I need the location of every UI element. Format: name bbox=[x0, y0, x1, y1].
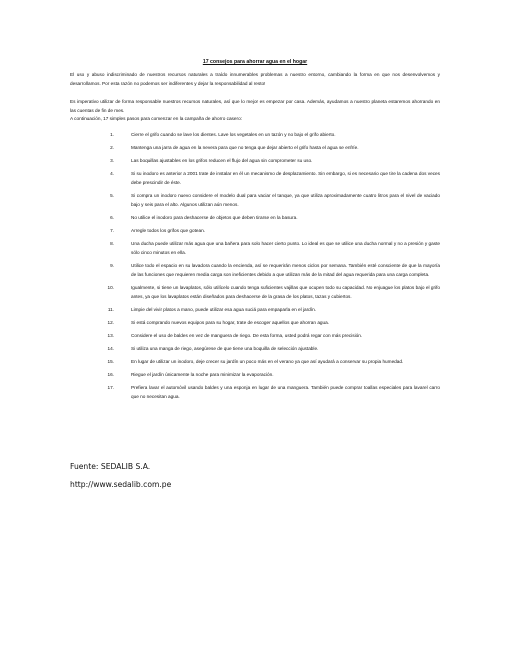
tip-item bbox=[70, 169, 440, 187]
intro-paragraph-3: A continuación, 17 simples pasos para comenzar en la campaña de ahorro casero: bbox=[70, 116, 242, 121]
tip-item bbox=[70, 213, 440, 222]
tip-item bbox=[70, 370, 440, 379]
tip-number: 16. bbox=[107, 372, 114, 377]
tip-text: Igualmente, si tiene un lavaplatos, sólo utilícelo cuando tenga suficientes vajillas que ocupen todo su capacidad. No enjuague los platos bajo el grifo antes, ya que los lavaplatos están diseñados para deshacerse de la grasa de los platos, tazas y cubiertos. bbox=[131, 285, 440, 299]
tip-number: 1. bbox=[110, 132, 114, 137]
tip-number: 15. bbox=[107, 359, 114, 364]
tip-text: Si está comprando nuevos equipos para su hogar, trate de escoger aquellos que ahorran agua. bbox=[131, 320, 330, 325]
tip-text: Si utiliza una manga de riego, asegúrese de que tiene una boquilla de selección ajustable. bbox=[131, 346, 319, 351]
tip-text: Limpie del vivir platos a mano, puede utilizar esa agua suciá para empaparla en el jardín. bbox=[131, 307, 317, 312]
tip-item bbox=[70, 283, 440, 301]
document-title: 17 consejos para ahorrar agua en el hogar bbox=[202, 59, 308, 65]
tip-item bbox=[70, 143, 440, 152]
tip-item bbox=[70, 261, 440, 279]
tip-text: Mantenga una jarra de agua en la nevera para que no tenga que dejar abierto el grifo hasta el agua se enfríe. bbox=[131, 145, 359, 150]
tip-text: Cierre el grifo cuando se lave los dientes. Lave los vegetales en un tazón y no bajo el grifo abierto. bbox=[131, 132, 336, 137]
tip-number: 8. bbox=[110, 241, 114, 246]
intro-paragraph-2: Es imperativo utilizar de forma responsable nuestros recursos naturales, así que lo mejor es empezar por casa. Además, ayudamos a nuestro planeta estaremos ahorrando en las cuentas de fin de mes. bbox=[70, 99, 440, 113]
tip-number: 17. bbox=[107, 385, 114, 390]
tip-text: Considere el uso de baldes en vez de manguera de riego. De esta forma, usted podrá regar con más precisión. bbox=[131, 333, 363, 338]
tip-item bbox=[70, 331, 440, 340]
tip-text: Arregle todos los grifos que gotean. bbox=[131, 228, 206, 233]
tip-number: 5. bbox=[110, 193, 114, 198]
tip-item bbox=[70, 305, 440, 314]
tip-item bbox=[70, 383, 440, 401]
tip-item bbox=[70, 156, 440, 165]
tip-item bbox=[70, 130, 440, 139]
tip-item bbox=[70, 191, 440, 209]
tip-item bbox=[70, 239, 440, 257]
tip-text: Una ducha puede utilizar más agua que una bañera para solo hacer cierto punto. Lo ideal es que se utilice una ducha normal y no a presión y gaste sólo cinco minutos en ella. bbox=[131, 241, 440, 255]
intro-paragraph-1: El uso y abuso indiscriminado de nuestros recursos naturales a traído innumerables problemas a nuestro entorno, cambiando la forma en que nos desenvolvemos y desarrollamos. Por esta razón no podemos ser indiferentes y dejar la responsabilidad al resto! bbox=[70, 72, 440, 86]
tip-text: Utilice todo el espacio en su lavadora cuando la encienda, así se requerirán menos ciclos por semana. También esté consciente de que la mayoría de las funciones que requieren media carga son ineficientes debido a que utilizan más de la mitad del agua requerida para una carga completa. bbox=[131, 263, 440, 277]
tip-item bbox=[70, 344, 440, 353]
tip-number: 11. bbox=[107, 307, 114, 312]
source-url-link[interactable]: http://www.sedalib.com.pe bbox=[70, 480, 172, 489]
tip-text: Si su inodoro es anterior a 2001 trate de instalar en él un mecanismo de desplazamiento. Sin embargo, si es necesario que tire la cadena dos veces debe prescindir de éste. bbox=[131, 171, 440, 185]
tip-number: 6. bbox=[110, 215, 114, 220]
tip-item bbox=[70, 318, 440, 327]
tip-text: Riegue el jardín únicamente la noche para minimizar la evaporación. bbox=[131, 372, 274, 377]
tip-text: En lugar de utilizar un inodoro, deje crecer su jardín un poco más en el verano ya que así ayudará a conservar su propia humedad. bbox=[131, 359, 404, 364]
tip-text: Prefiera lavar el automóvil usando baldes y una esponja en lugar de una manguera. También puede comprar toallas especiales para lavarel carro que no necesitan agua. bbox=[131, 385, 440, 399]
tip-number: 12. bbox=[107, 320, 114, 325]
tip-text: No utilice el inodoro para deshacerse de objetos que deben tirarse en la basura. bbox=[131, 215, 298, 220]
tip-item bbox=[70, 357, 440, 366]
tip-text: Si compra un inodoro nuevo considere el modelo dual para vaciar el tanque, ya que utiliza aproximadamente cuatro litros para el nivel de vaciado bajo y seis para el alto. Algunos utilizan aún menos. bbox=[131, 193, 440, 207]
tip-number: 7. bbox=[110, 228, 114, 233]
tip-number: 3. bbox=[110, 158, 114, 163]
source-label: Fuente: SEDALIB S.A. bbox=[70, 462, 151, 471]
tip-number: 14. bbox=[107, 346, 114, 351]
tips-list bbox=[70, 130, 440, 405]
tip-text: Las boquillas ajustables en los grifos reducen el flujo del agua sin comprometer su uso. bbox=[131, 158, 313, 163]
tip-number: 4. bbox=[110, 171, 114, 176]
tip-item bbox=[70, 226, 440, 235]
tip-number: 10. bbox=[107, 285, 114, 290]
tip-number: 13. bbox=[107, 333, 114, 338]
tip-number: 9. bbox=[110, 263, 114, 268]
tip-number: 2. bbox=[110, 145, 114, 150]
